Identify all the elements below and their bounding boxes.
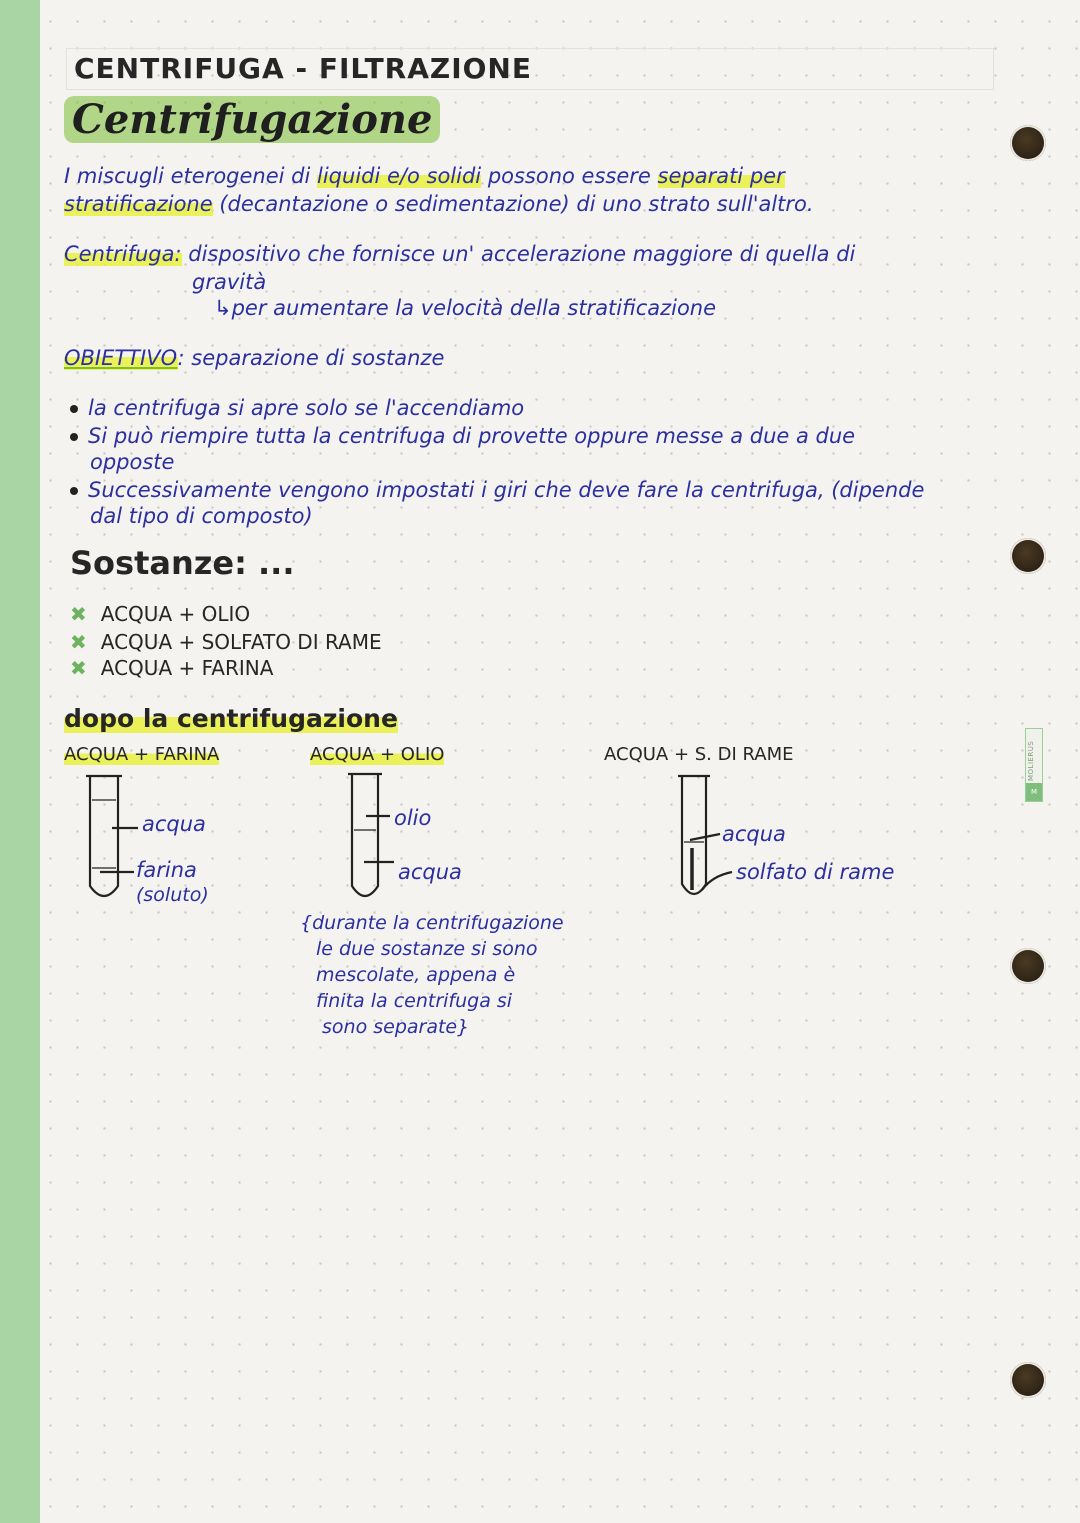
note-line: sono separate} (322, 1016, 470, 1038)
x-mark-icon: ✖ (70, 602, 87, 626)
bullet-text: la centrifuga si apre solo se l'accendiamo (88, 396, 525, 420)
page-title: Centrifugazione (64, 96, 440, 143)
intro-text: (decantazione o sedimentazione) di uno strato sull'altro. (212, 192, 814, 216)
brand-badge: M (1026, 783, 1042, 801)
test-tube-2 (352, 774, 378, 896)
objective-text: : separazione di sostanze (177, 346, 445, 370)
tube-1-label: farina (136, 858, 197, 882)
tube-3-label: acqua (722, 822, 786, 846)
x-mark-icon: ✖ (70, 630, 87, 654)
after-heading-text: dopo la centrifugazione (64, 704, 398, 733)
intro-text: I miscugli eterogenei di (64, 164, 318, 188)
tube-2-label: olio (394, 806, 432, 830)
substances-heading: Sostanze: ... (70, 544, 295, 582)
tube-1-label: acqua (142, 812, 206, 836)
x-mark-icon: ✖ (70, 656, 87, 680)
note-line: mescolate, appena è (316, 964, 516, 986)
bullet-text: Si può riempire tutta la centrifuga di provette oppure messe a due a due (88, 424, 856, 448)
substance-text: ACQUA + FARINA (100, 656, 274, 680)
tube-1-label: (soluto) (136, 884, 209, 906)
intro-text: possono essere (481, 164, 658, 188)
definition-text: dispositivo che fornisce un' accelerazione maggiore di quella di (188, 242, 856, 266)
tube-3-title: ACQUA + S. DI RAME (604, 744, 794, 765)
objective-label: OBIETTIVO (64, 346, 178, 370)
tube-2-label: acqua (398, 860, 462, 884)
definition-line-3: ↳per aumentare la velocità della stratificazione (214, 296, 717, 320)
substance-text: ACQUA + OLIO (100, 602, 251, 626)
tube-2-title-text: ACQUA + OLIO (310, 744, 445, 765)
topic-heading: CENTRIFUGA - FILTRAZIONE (74, 52, 532, 85)
bullet-text: Successivamente vengono impostati i giri che deve fare la centrifuga, (dipende (88, 478, 925, 502)
note-line: finita la centrifuga si (316, 990, 513, 1012)
test-tube-1 (90, 776, 118, 896)
test-tube-3 (682, 776, 706, 894)
definition-line-2: gravità (192, 270, 267, 294)
note-line: le due sostanze si sono (316, 938, 538, 960)
definition-term: Centrifuga: (64, 242, 182, 266)
bullet-continuation: dal tipo di composto) (90, 504, 313, 528)
brand-name: MOLIERUS (1027, 740, 1035, 781)
tube-3-label: solfato di rame (736, 860, 895, 884)
highlighted-text: separati per (657, 164, 785, 188)
highlighted-text: stratificazione (64, 192, 213, 216)
substance-text: ACQUA + SOLFATO DI RAME (100, 630, 382, 654)
highlighted-text: liquidi e/o solidi (317, 164, 482, 188)
note-line: {durante la centrifugazione (300, 912, 564, 934)
tube-1-title-text: ACQUA + FARINA (64, 744, 220, 765)
bullet-continuation: opposte (90, 450, 175, 474)
